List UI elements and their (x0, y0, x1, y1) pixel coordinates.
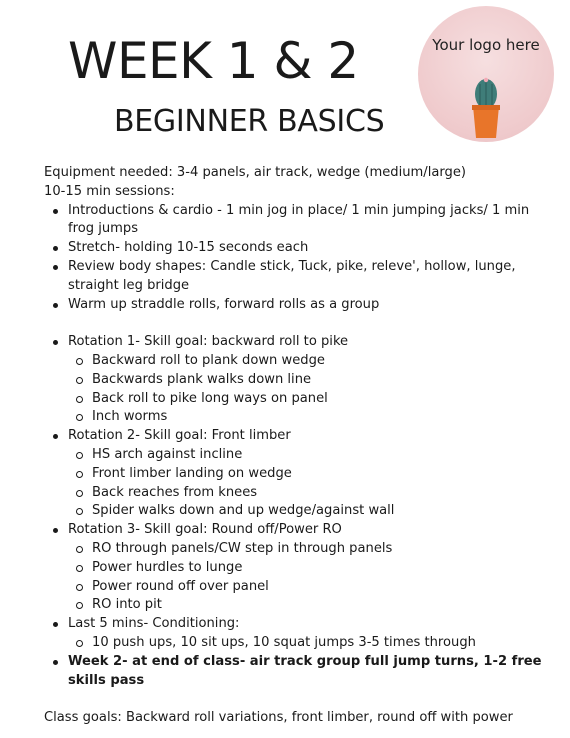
equipment-line: Equipment needed: 3-4 panels, air track, wedge (medium/large) (44, 165, 467, 180)
list-item: Stretch- holding 10-15 seconds each (44, 239, 544, 258)
duration-line: 10-15 min sessions: (44, 183, 175, 199)
rotation-label: Rotation 1- Skill goal: backward roll to pike (68, 334, 349, 350)
spacer (44, 314, 544, 333)
rotation-list (44, 333, 544, 690)
logo-placeholder (418, 6, 554, 142)
list-item: Backward roll to plank down wedge (68, 352, 544, 371)
rotation-item (44, 333, 544, 427)
list-item: Power round off over panel (68, 578, 544, 597)
page-subtitle: BEGINNER BASICS (114, 104, 385, 139)
list-item: Inch worms (68, 408, 544, 427)
rotation-label: Rotation 3- Skill goal: Round off/Power RO (68, 522, 342, 538)
list-item: Front limber landing on wedge (68, 465, 544, 484)
list-item: HS arch against incline (68, 446, 544, 465)
conditioning-label: Last 5 mins- Conditioning: (68, 616, 240, 632)
sub-list (68, 540, 544, 615)
list-item: Warm up straddle rolls, forward rolls as a group (44, 296, 544, 315)
list-item: RO through panels/CW step in through panels (68, 540, 544, 559)
list-item: Spider walks down and up wedge/against wall (68, 502, 544, 521)
logo-text: Your logo here (432, 36, 540, 54)
rotation-item (44, 427, 544, 521)
list-item: RO into pit (68, 596, 544, 615)
week2-note: Week 2- at end of class- air track group full jump turns, 1-2 free skills pass (44, 653, 544, 691)
lesson-plan (44, 164, 544, 690)
list-item: Introductions & cardio - 1 min jog in place/ 1 min jumping jacks/ 1 min frog jumps (44, 202, 544, 240)
list-item: 10 push ups, 10 sit ups, 10 squat jumps 3-5 times through (68, 634, 544, 653)
conditioning-item (44, 615, 544, 653)
list-item: Backwards plank walks down line (68, 371, 544, 390)
sub-list (68, 446, 544, 521)
list-item: Back roll to pike long ways on panel (68, 390, 544, 409)
page-title: WEEK 1 & 2 (68, 32, 359, 90)
list-item: Power hurdles to lunge (68, 559, 544, 578)
sub-list (68, 634, 544, 653)
class-goals: Class goals: Backward roll variations, front limber, round off with power (44, 710, 513, 725)
warmup-list (44, 202, 544, 315)
list-item: Review body shapes: Candle stick, Tuck, pike, releve', hollow, lunge, straight leg bridge (44, 258, 544, 296)
sub-list (68, 352, 544, 427)
rotation-item (44, 521, 544, 615)
list-item: Back reaches from knees (68, 484, 544, 503)
rotation-label: Rotation 2- Skill goal: Front limber (68, 428, 291, 444)
cactus-in-pot-icon (466, 72, 506, 142)
